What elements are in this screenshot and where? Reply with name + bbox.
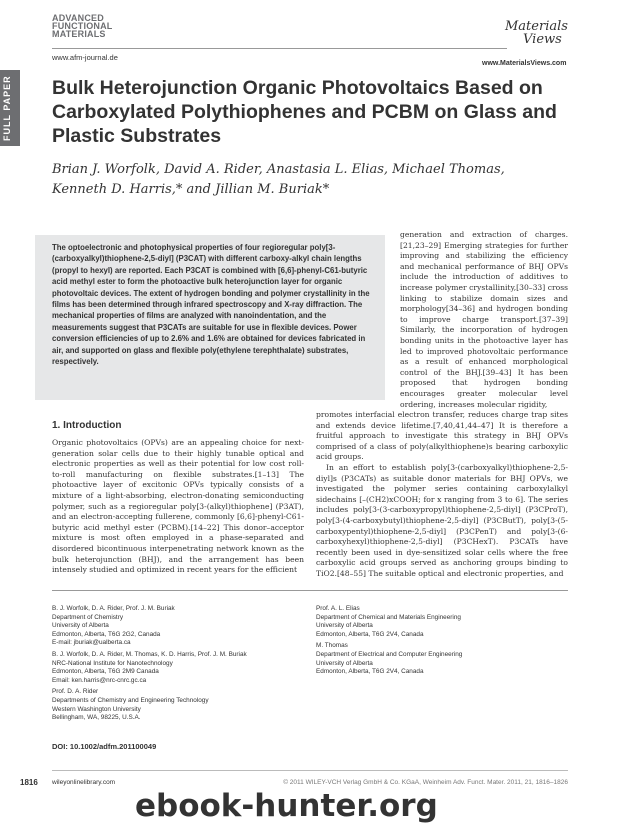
footnote-divider xyxy=(52,590,568,591)
watermark: ebook-hunter.org xyxy=(135,788,438,824)
journal-logo-line1: ADVANCED xyxy=(52,13,104,23)
publisher-logo-line1: Materials xyxy=(505,19,568,34)
affiliation: M. Thomas Department of Electrical and Computer Engineering University of Alberta Edmonton, Alberta, T6G 2V4, Canada xyxy=(316,642,463,676)
right-column-top-text: generation and extraction of charges.[21,23–29] Emerging strategies for further improving and stabilizing the efficiency and mechanical performance of BHJ OPVs include the introduction of additives to increase polymer crystallinity,[30–33] cross linking to stabilize domain sizes and morphology[34–36] and hydrogen bonding to improve charge transport.[37–39] Similarly, the incorporation of hydrogen bonding units in the photoactive layer has led to improved photovoltaic performance as a result of enhanced morphological control of the BHJ.[39–43] It has been proposed that hydrogen bonding encourages greater molecular level ordering, increases molecular rigidity, xyxy=(400,230,568,409)
doi[interactable]: DOI: 10.1002/adfm.201100049 xyxy=(52,742,157,751)
affiliation: Prof. A. L. Elias Department of Chemical and Materials Engineering University of Alberta Edmonton, Alberta, T6G 2V4, Canada xyxy=(316,605,461,638)
authors-line1: Brian J. Worfolk, David A. Rider, Anastasia L. Elias, Michael Thomas, xyxy=(52,162,505,177)
journal-logo xyxy=(52,14,142,38)
authors-line2: Kenneth D. Harris,* and Jillian M. Buriak* xyxy=(52,182,330,197)
publisher-url[interactable]: www.MaterialsViews.com xyxy=(482,60,567,67)
intro-right-column xyxy=(316,410,568,580)
publisher-logo-line2: Views xyxy=(523,32,562,47)
side-tab-label: FULL PAPER xyxy=(2,75,12,141)
intro-right-paragraph-1: promotes interfacial electron transfer, reduces charge trap sites and extends device lifetime.[7,40,41,44–47] It is therefore a fruitful approach to investigate this strategy in BHJ OPVs comprised of a class of poly(alkylthiophene)s bearing carboxylic acid groups. xyxy=(316,410,568,462)
affiliation: B. J. Worfolk, D. A. Rider, M. Thomas, K. D. Harris, Prof. J. M. Buriak NRC-National Institute for Nanotechnology Edmonton, Alberta, T6G 2M9 Canada Email: ken.harris@nrc-cnrc.gc.ca xyxy=(52,650,247,684)
author-list xyxy=(52,160,572,200)
journal-logo-line3: MATERIALS xyxy=(52,29,106,39)
footer-site[interactable]: wileyonlinelibrary.com xyxy=(52,779,116,786)
intro-right-paragraph-2: In an effort to establish poly[3-(carboxyalkyl)thiophene-2,5-diyl]s (P3CATs) as suitable donor materials for BHJ OPVs, we investigated the polymer series containing carboxylalkyl sidechains [–(CH2)xCOOH; for x ranging from 3 to 6]. The series includes poly[3-(3-carboxypropyl)thiophene-2,5-diyl] (P3CProT), poly[3-(4-carboxybutyl)thiophene-2,5-diyl] (P3CButT), poly[3-(5-carboxypentyl)thiophene-2,5-diyl] (P3CPenT) and poly[3-(6-carboxyhexyl)thiophene-2,5-diyl] (P3CHexT). P3CATs have recently been used in dye-sensitized solar cells where the free carboxylic acid groups served as anchoring groups binding to TiO2.[48–55] The suitable optical and electronic properties, and xyxy=(316,462,568,578)
section-heading: 1. Introduction xyxy=(52,420,122,431)
affiliations-left xyxy=(52,605,302,726)
affiliation: Prof. D. A. Rider Departments of Chemistry and Engineering Technology Western Washington University Bellingham, WA, 98225, U.S.A. xyxy=(52,688,209,722)
affiliations-right xyxy=(316,605,566,680)
footer-copyright: © 2011 WILEY-VCH Verlag GmbH & Co. KGaA, Weinheim Adv. Funct. Mater. 2011, 21, 1816–1826 xyxy=(283,779,568,786)
affiliation: B. J. Worfolk, D. A. Rider, Prof. J. M. Buriak Department of Chemistry University of Alberta Edmonton, Alberta, T6G 2G2, Canada E-mail: jburiak@ualberta.ca xyxy=(52,605,175,647)
page-number: 1816 xyxy=(20,778,38,787)
header-divider xyxy=(52,48,507,49)
journal-logo-line2: FUNCTIONAL xyxy=(52,21,113,31)
intro-left-column: Organic photovoltaics (OPVs) are an appealing choice for next-generation solar cells due to their highly tunable optical and electronic properties as well as their potential for low cost roll-to-roll manufacturing on flexible substrates.[1–13] The photoactive layer of excitonic OPVs typically consists of a mixture of a light-absorbing, electron-donating semiconducting polymer, such as a regioregular poly[3-(alkyl)thiophene] (P3AT), and an electron-accepting fullerene, commonly [6,6]-phenyl-C61-butyric acid methyl ester (PCBM).[14–22] This donor–acceptor mixture is most often employed in a phase-separated and disordered bicontinuous interpenetrating network known as the bulk heterojunction (BHJ), and the arrangement has been intensely studied and optimized in recent years for the efficient xyxy=(52,438,304,575)
publisher-logo xyxy=(505,20,575,56)
article-title: Bulk Heterojunction Organic Photovoltaics Based on Carboxylated Polythiophenes and PCBM on Glass and Plastic Substrates xyxy=(52,77,557,147)
footer-divider xyxy=(52,770,568,771)
abstract-text: The optoelectronic and photophysical properties of four regioregular poly[3-(carboxyalkyl)thiophene-2,5-diyl] (P3CAT) with different carboxy-alkyl chain lengths (propyl to hexyl) are reported. Each P3CAT is combined with [6,6]-phenyl-C61-butyric acid methyl ester to form the photoactive bulk heterojunction layer for organic photovoltaic devices. The extent of hydrogen bonding and polymer crystallinity in the films has been determined through infrared spectroscopy and X-ray diffraction. The mechanical properties of films are analyzed with nanoindentation, and the measurements suggest that P3CATs are suitable for use in flexible devices. Power conversion efficiencies of up to 2.6% and 1.6% are obtained for devices fabricated in air, and supported on glass and flexible poly(ethylene terephthalate) substrates, respectively. xyxy=(52,243,370,367)
journal-url[interactable]: www.afm-journal.de xyxy=(52,53,118,62)
